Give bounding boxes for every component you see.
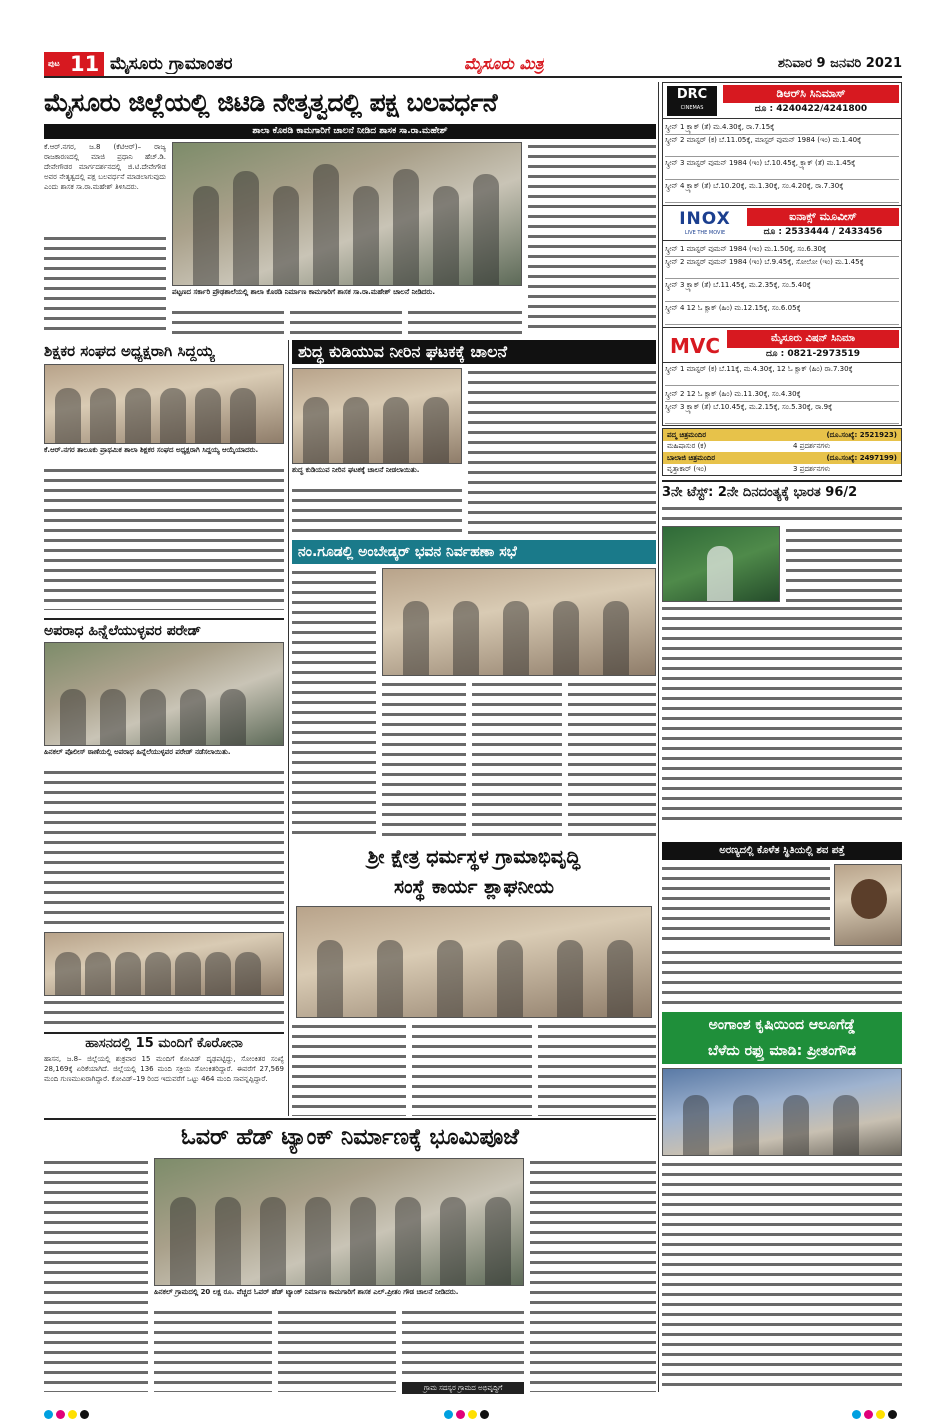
inox-logo-text: INOX <box>679 209 731 229</box>
theatre-1-shows: 4 ಪ್ರದರ್ಶನಗಳು <box>793 442 831 450</box>
dharmasthala-headline-line2: ಸಂಸ್ಥೆ ಕಾರ್ಯ ಶ್ಲಾಘನೀಯ <box>394 876 554 898</box>
lead-photo <box>172 142 522 286</box>
lead-body-column-2 <box>172 308 284 334</box>
teachers-caption: ಕೆ.ಆರ್.ನಗರ ತಾಲೂಕು ಪ್ರಾಥಮಿಕ ಶಾಲಾ ಶಿಕ್ಷಕರ ಸಂಘದ ಅಧ್ಯಕ್ಷರಾಗಿ ಸಿದ್ದಯ್ಯ ಆಯ್ಕೆಯಾದರು. <box>44 446 259 454</box>
tank-body-5 <box>530 1158 656 1392</box>
theatre-2-phone: (ದೂ.ಸಂಖ್ಯೆ: 2497199) <box>826 454 897 462</box>
theatre-2-row <box>663 464 901 475</box>
paper-name: ಮೈಸೂರು ಮಿತ್ರ <box>464 54 544 73</box>
group-photo <box>44 932 284 996</box>
drc-row-4: ಸ್ಕ್ರೀನ್ 4 ಕ್ರ್ಯಾಕ್ (ತೆ) ಬೆ.10.20ಕ್ಕೆ, ಮ.1.30ಕ್ಕೆ, ಸಂ.4.20ಕ್ಕೆ, ರಾ.7.30ಕ್ಕೆ <box>665 181 899 203</box>
drc-row-3: ಸ್ಕ್ರೀನ್ 3 ಮಾಸ್ಟರ್ ವುಮನ್ 1984 (ಇಂ) ಬೆ.10.45ಕ್ಕೆ, ಕ್ರ್ಯಾಕ್ (ತೆ) ಮ.1.45ಕ್ಕೆ <box>665 158 899 180</box>
ambedkar-body-1 <box>292 568 376 836</box>
mvc-row-2: ಸ್ಕ್ರೀನ್ 2 12 ಓ ಕ್ಲಾಕ್ (ಹಿಂ) ಮ.11.30ಕ್ಕೆ, ಸಂ.4.30ಕ್ಕೆ <box>665 387 899 402</box>
mvc-row-1: ಸ್ಕ್ರೀನ್ 1 ಮಾಸ್ಟರ್ (ಕ) ಬೆ.11ಕ್ಕೆ, ಮ.4.30ಕ್ಕೆ, 12 ಓ ಕ್ಲಾಕ್ (ಹಿಂ) ರಾ.7.30ಕ್ಕೆ <box>665 364 899 386</box>
theatre-2-name: ಬಾಲಾಜಿ ಚಿತ್ರಮಂದಿರ <box>667 454 716 462</box>
water-caption: ಶುದ್ಧ ಕುಡಿಯುವ ನೀರಿನ ಘಟಕಕ್ಕೆ ಚಾಲನೆ ನೀಡಲಾಯಿತು. <box>292 466 420 474</box>
issue-date: ಶನಿವಾರ 9 ಜನವರಿ 2021 <box>777 56 902 71</box>
tank-photo <box>154 1158 524 1286</box>
tissue-headline-line2: ಬೆಳೆದು ರಫ್ತು ಮಾಡಿ: ಪ್ರೀತಂಗೌಡ <box>707 1043 856 1059</box>
parade-body <box>44 768 284 928</box>
theatre-1-phone: (ದೂ.ಸಂಖ್ಯೆ: 2521923) <box>826 431 897 439</box>
dharmasthala-headline <box>292 842 656 902</box>
tissue-photo <box>662 1068 902 1156</box>
teachers-body <box>44 466 284 610</box>
parade-photo <box>44 642 284 746</box>
registration-marks <box>44 1404 902 1416</box>
ambedkar-headline: ನಂ.ಗೂಡಲ್ಲಿ ಅಂಬೇಡ್ಕರ್ ಭವನ ನಿರ್ವಹಣಾ ಸಭೆ <box>292 540 656 564</box>
test-headline: 3ನೇ ಟೆಸ್ಟ್: 2ನೇ ದಿನದಂತ್ಯಕ್ಕೆ ಭಾರತ 96/2 <box>662 480 902 502</box>
tank-body-4 <box>402 1308 524 1380</box>
lead-photo-caption: ಪಟ್ಟಣದ ಸರ್ಕಾರಿ ಪ್ರೌಢಶಾಲೆಯಲ್ಲಿ ಶಾಲಾ ಕೊಠಡಿ ನಿರ್ಮಾಣ ಕಾಮಗಾರಿಗೆ ಶಾಸಕ ಸಾ.ರಾ.ಮಹೇಶ್ ಚಾಲನೆ ನೀಡಿದರು. <box>172 288 436 296</box>
drc-row-1: ಸ್ಕ್ರೀನ್ 1 ಕ್ರ್ಯಾಕ್ (ತೆ) ಮ.4.30ಕ್ಕೆ, ರಾ.7.15ಕ್ಕೆ <box>665 120 899 135</box>
inox-header <box>663 205 901 241</box>
water-body-2 <box>468 368 656 534</box>
mvc-phone: ದೂ : 0821-2973519 <box>765 349 861 359</box>
test-body-3 <box>662 604 902 826</box>
inox-row-1: ಸ್ಕ್ರೀನ್ 1 ಮಾಸ್ಟರ್ ವುಮನ್ 1984 (ಇಂ) ಮ.1.50ಕ್ಕೆ, ಸಂ.6.30ಕ್ಕೆ <box>665 242 899 257</box>
dharmasthala-body-2 <box>412 1022 532 1116</box>
ambedkar-photo <box>382 568 656 676</box>
forest-photo <box>834 864 902 946</box>
mvc-header <box>663 327 901 363</box>
lead-body-column-3 <box>290 308 402 334</box>
drc-name: ಡಿಆರ್‌ಸಿ ಸಿನಿಮಾಸ್ <box>723 85 899 103</box>
drc-logo-text: DRC <box>676 87 708 102</box>
inox-row-3: ಸ್ಕ್ರೀನ್ 3 ಕ್ರ್ಯಾಕ್ (ತೆ) ಬೆ.11.45ಕ್ಕೆ, ಮ.2.35ಕ್ಕೆ, ಸಂ.5.40ಕ್ಕೆ <box>665 280 899 302</box>
water-body-1 <box>292 486 462 534</box>
lead-body-intro: ಕೆ.ಆರ್.ನಗರ, ಜ.8 (ಕೆಟಿಆರ್)– ರಾಜ್ಯ ರಾಜಕಾರಣದಲ್ಲಿ ಮಾಜಿ ಪ್ರಧಾನಿ ಹೆಚ್.ಡಿ. ದೇವೇಗೌಡರ ಮಾರ್ಗದರ್ಶನದಲ್ಲಿ ಜಿ.ಟಿ.ದೇವೇಗೌಡ ಅವರ ನೇತೃತ್ವದಲ್ಲಿ ಪಕ್ಷ ಬಲವರ್ಧನೆ ಮಾಡಲಾಗುವುದು ಎಂದು ಶಾಸಕ ಸಾ.ರಾ.ಮಹೇಶ್ ತಿಳಿಸಿದರು. <box>44 143 166 191</box>
cinema-panel <box>662 82 902 426</box>
theatre-list <box>662 428 902 476</box>
lead-body-column-4 <box>408 308 522 334</box>
tissue-body <box>662 1160 902 1392</box>
forest-body-2 <box>662 948 902 1008</box>
ambedkar-body-4 <box>568 680 656 836</box>
inox-row-4: ಸ್ಕ್ರೀನ್ 4 12 ಓ ಕ್ಲಾಕ್ (ಹಿಂ) ಮ.12.15ಕ್ಕೆ, ಸಂ.6.05ಕ್ಕೆ <box>665 303 899 325</box>
inox-row-2: ಸ್ಕ್ರೀನ್ 2 ಮಾಸ್ಟರ್ ವುಮನ್ 1984 (ಇಂ) ಬೆ.9.45ಕ್ಕೆ, ಸೋಲೋ (ಇಂ) ಮ.1.45ಕ್ಕೆ <box>665 257 899 279</box>
drc-phone: ದೂ : 4240422/4241800 <box>754 104 868 114</box>
page-number: 11 <box>70 52 100 76</box>
theatre-2-header <box>663 452 901 464</box>
lead-headline: ಮೈಸೂರು ಜಿಲ್ಲೆಯಲ್ಲಿ ಜಿಟಿಡಿ ನೇತೃತ್ವದಲ್ಲಿ ಪಕ್ಷ ಬಲವರ್ಧನೆ <box>44 88 498 117</box>
corona-headline: ಹಾಸನದಲ್ಲಿ 15 ಮಂದಿಗೆ ಕೊರೋನಾ <box>44 1032 284 1052</box>
mvc-row-3: ಸ್ಕ್ರೀನ್ 3 ಕ್ರ್ಯಾಕ್ (ತೆ) ಬೆ.10.45ಕ್ಕೆ, ಮ.2.15ಕ್ಕೆ, ಸಂ.5.30ಕ್ಕೆ, ರಾ.9ಕ್ಕೆ <box>665 402 899 424</box>
section-title: ಮೈಸೂರು ಗ್ರಾಮಾಂತರ <box>110 54 233 74</box>
tank-note: ಗ್ರಾಮ ಸದಸ್ಯರ ಗ್ರಾಮದ ಅಭಿವೃದ್ಧಿಗೆ <box>402 1382 524 1394</box>
water-headline: ಶುದ್ಧ ಕುಡಿಯುವ ನೀರಿನ ಘಟಕಕ್ಕೆ ಚಾಲನೆ <box>292 340 656 364</box>
page-label: ಪುಟ <box>48 59 60 68</box>
drc-logo-sub: CINEMAS <box>680 105 704 111</box>
teachers-photo <box>44 364 284 444</box>
drc-header <box>663 83 901 119</box>
parade-caption: ಹಿನಕಲ್ ಪೊಲೀಸ್ ಠಾಣೆಯಲ್ಲಿ ಅಪರಾಧ ಹಿನ್ನೆಲೆಯುಳ್ಳವರ ಪರೇಡ್ ನಡೆಸಲಾಯಿತು. <box>44 748 231 756</box>
tank-body-3 <box>278 1308 396 1392</box>
page-number-badge <box>44 52 104 76</box>
mvc-logo: MVC <box>669 334 721 358</box>
theatre-2-film: ವೃತ್ತಾಕಾರ್ (ಇಂ) <box>667 465 707 473</box>
test-photo <box>662 526 780 602</box>
ambedkar-body-3 <box>472 680 562 836</box>
lead-body-column-5 <box>528 142 656 334</box>
water-photo <box>292 368 462 464</box>
tank-body-2 <box>154 1308 272 1392</box>
theatre-2-shows: 3 ಪ್ರದರ್ಶನಗಳು <box>793 465 831 473</box>
parade-headline: ಅಪರಾಧ ಹಿನ್ನೆಲೆಯುಳ್ಳವರ ಪರೇಡ್ <box>44 618 284 640</box>
tissue-headline <box>662 1012 902 1064</box>
tank-headline: ಓವರ್ ಹೆಡ್ ಟ್ಯಾಂಕ್ ನಿರ್ಮಾಣಕ್ಕೆ ಭೂಮಿಪೂಜೆ <box>44 1118 656 1154</box>
tank-caption: ಹಿನಕಲ್ ಗ್ರಾಮದಲ್ಲಿ 20 ಲಕ್ಷ ರೂ. ವೆಚ್ಚದ ಓವರ್ ಹೆಡ್ ಟ್ಯಾಂಕ್ ನಿರ್ಮಾಣ ಕಾಮಗಾರಿಗೆ ಶಾಸಕ ಎಲ್.ಪ್ರೀತಂ ಗೌಡ ಚಾಲನೆ ನೀಡಿದರು. <box>154 1288 459 1296</box>
inox-logo <box>667 209 743 239</box>
teachers-headline: ಶಿಕ್ಷಕರ ಸಂಘದ ಅಧ್ಯಕ್ಷರಾಗಿ ಸಿದ್ದಯ್ಯ <box>44 342 215 360</box>
corona-body: ಹಾಸನ, ಜ.8– ಜಿಲ್ಲೆಯಲ್ಲಿ ಶುಕ್ರವಾರ 15 ಮಂದಿಗೆ ಕೋವಿಡ್ ದೃಢಪಟ್ಟಿದ್ದು, ಸೋಂಕಿತರ ಸಂಖ್ಯೆ 28,169ಕ್ಕೆ ಏರಿಕೆಯಾಗಿದೆ. ಜಿಲ್ಲೆಯಲ್ಲಿ 136 ಮಂದಿ ಸಕ್ರಿಯ ಸೋಂಕಿತರಿದ್ದಾರೆ. ಈವರೆಗೆ 27,569 ಮಂದಿ ಗುಣಮುಖರಾಗಿದ್ದಾರೆ. ಕೋವಿಡ್–19 ರಿಂದ ಇದುವರೆಗೆ ಒಟ್ಟು 464 ಮಂದಿ ಸಾವನ್ನಪ್ಪಿದ್ದಾರೆ. <box>44 1055 284 1083</box>
theatre-1-row <box>663 441 901 452</box>
mvc-name: ಮೈಸೂರು ವಿಷನ್ ಸಿನಿಮಾ <box>727 330 899 348</box>
tank-body-1 <box>44 1158 148 1392</box>
drc-row-2: ಸ್ಕ್ರೀನ್ 2 ಮಾಸ್ಟರ್ (ಕ) ಬೆ.11.05ಕ್ಕೆ, ಮಾಸ್ಟರ್ ವುಮನ್ 1984 (ಇಂ) ಮ.1.40ಕ್ಕೆ <box>665 135 899 157</box>
ambedkar-body-2 <box>382 680 466 836</box>
theatre-1-film: ಮಹಿಷಾಸುರ (ಕ) <box>667 442 707 450</box>
forest-headline: ಅರಣ್ಯದಲ್ಲಿ ಕೊಳೆತ ಸ್ಥಿತಿಯಲ್ಲಿ ಶವ ಪತ್ತೆ <box>662 842 902 860</box>
masthead <box>44 52 902 78</box>
test-body-2 <box>786 526 902 602</box>
dharmasthala-headline-line1: ಶ್ರೀ ಕ್ಷೇತ್ರ ಧರ್ಮಸ್ಥಳ ಗ್ರಾಮಾಭಿವೃದ್ಧಿ <box>367 846 581 868</box>
forest-body-1 <box>662 864 830 946</box>
group-photo-caption <box>44 998 284 1028</box>
dharmasthala-photo <box>296 906 652 1018</box>
inox-logo-sub: LIVE THE MOVIE <box>684 230 726 236</box>
theatre-1-header <box>663 429 901 441</box>
lead-body-column-1 <box>44 234 166 332</box>
dharmasthala-body-3 <box>538 1022 656 1116</box>
theatre-1-name: ಪದ್ಮ ಚಿತ್ರಮಂದಿರ <box>667 431 707 439</box>
drc-logo <box>667 86 717 116</box>
inox-phone: ದೂ : 2533444 / 2433456 <box>763 227 883 237</box>
dharmasthala-body-1 <box>292 1022 406 1116</box>
inox-name: ಐನಾಕ್ಸ್ ಮೂವೀಸ್ <box>747 208 899 226</box>
tissue-headline-line1: ಅಂಗಾಂಶ ಕೃಷಿಯಿಂದ ಆಲೂಗೆಡ್ಡೆ <box>708 1017 856 1033</box>
lead-subhead: ಶಾಲಾ ಕೊಠಡಿ ಕಾಮಗಾರಿಗೆ ಚಾಲನೆ ನೀಡಿದ ಶಾಸಕ ಸಾ.ರಾ.ಮಹೇಶ್ <box>44 124 656 139</box>
test-body-1 <box>662 504 902 524</box>
